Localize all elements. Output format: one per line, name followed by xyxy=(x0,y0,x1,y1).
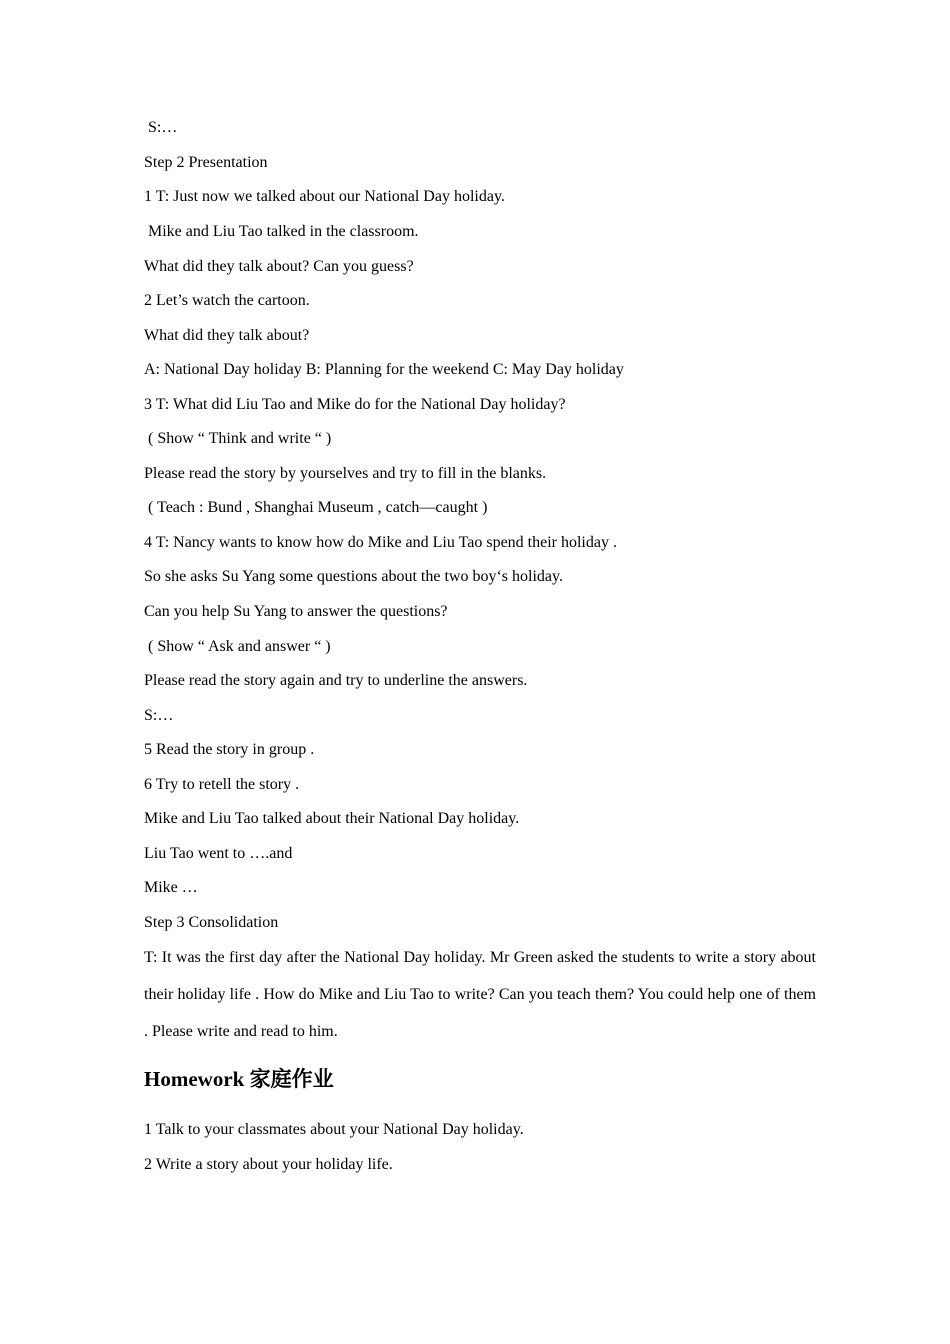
text-line: 5 Read the story in group . xyxy=(144,741,315,758)
text-line: ( Show “ Think and write “ ) xyxy=(144,430,332,447)
homework-item: 1 Talk to your classmates about your National Day holiday. xyxy=(144,1121,524,1138)
text-line: What did they talk about? xyxy=(144,327,310,344)
text-line: Mike and Liu Tao talked about their National Day holiday. xyxy=(144,810,520,827)
text-line: 2 Let’s watch the cartoon. xyxy=(144,292,310,309)
consolidation-paragraph: T: It was the first day after the National Day holiday. Mr Green asked the students to write a story about their holiday life . How do Mike and Liu Tao to write? Can you teach them? You could help one of them . Please write and read to him. xyxy=(144,949,816,1040)
text-line: ( Teach : Bund , Shanghai Museum , catch—caught ) xyxy=(144,499,488,516)
homework-item: 2 Write a story about your holiday life. xyxy=(144,1156,393,1173)
text-line: 1 T: Just now we talked about our National Day holiday. xyxy=(144,188,505,205)
text-line: S:… xyxy=(144,119,178,136)
text-line: 6 Try to retell the story . xyxy=(144,776,300,793)
homework-heading: Homework 家庭作业 xyxy=(144,1067,334,1091)
text-line: Mike and Liu Tao talked in the classroom. xyxy=(144,223,419,240)
text-line: Mike … xyxy=(144,879,198,896)
text-line: Step 2 Presentation xyxy=(144,154,268,171)
text-line: What did they talk about? Can you guess? xyxy=(144,258,414,275)
text-line: So she asks Su Yang some questions about the two boy‘s holiday. xyxy=(144,568,563,585)
text-line: ( Show “ Ask and answer “ ) xyxy=(144,638,331,655)
text-line: Please read the story by yourselves and try to fill in the blanks. xyxy=(144,465,547,482)
text-line: Step 3 Consolidation xyxy=(144,914,279,931)
text-line: 4 T: Nancy wants to know how do Mike and Liu Tao spend their holiday . xyxy=(144,534,617,551)
text-line: S:… xyxy=(144,707,174,724)
text-line: 3 T: What did Liu Tao and Mike do for the National Day holiday? xyxy=(144,396,566,413)
text-line: A: National Day holiday B: Planning for the weekend C: May Day holiday xyxy=(144,361,624,378)
text-line: Please read the story again and try to underline the answers. xyxy=(144,672,528,689)
text-line: Liu Tao went to ….and xyxy=(144,845,293,862)
text-line: Can you help Su Yang to answer the questions? xyxy=(144,603,448,620)
